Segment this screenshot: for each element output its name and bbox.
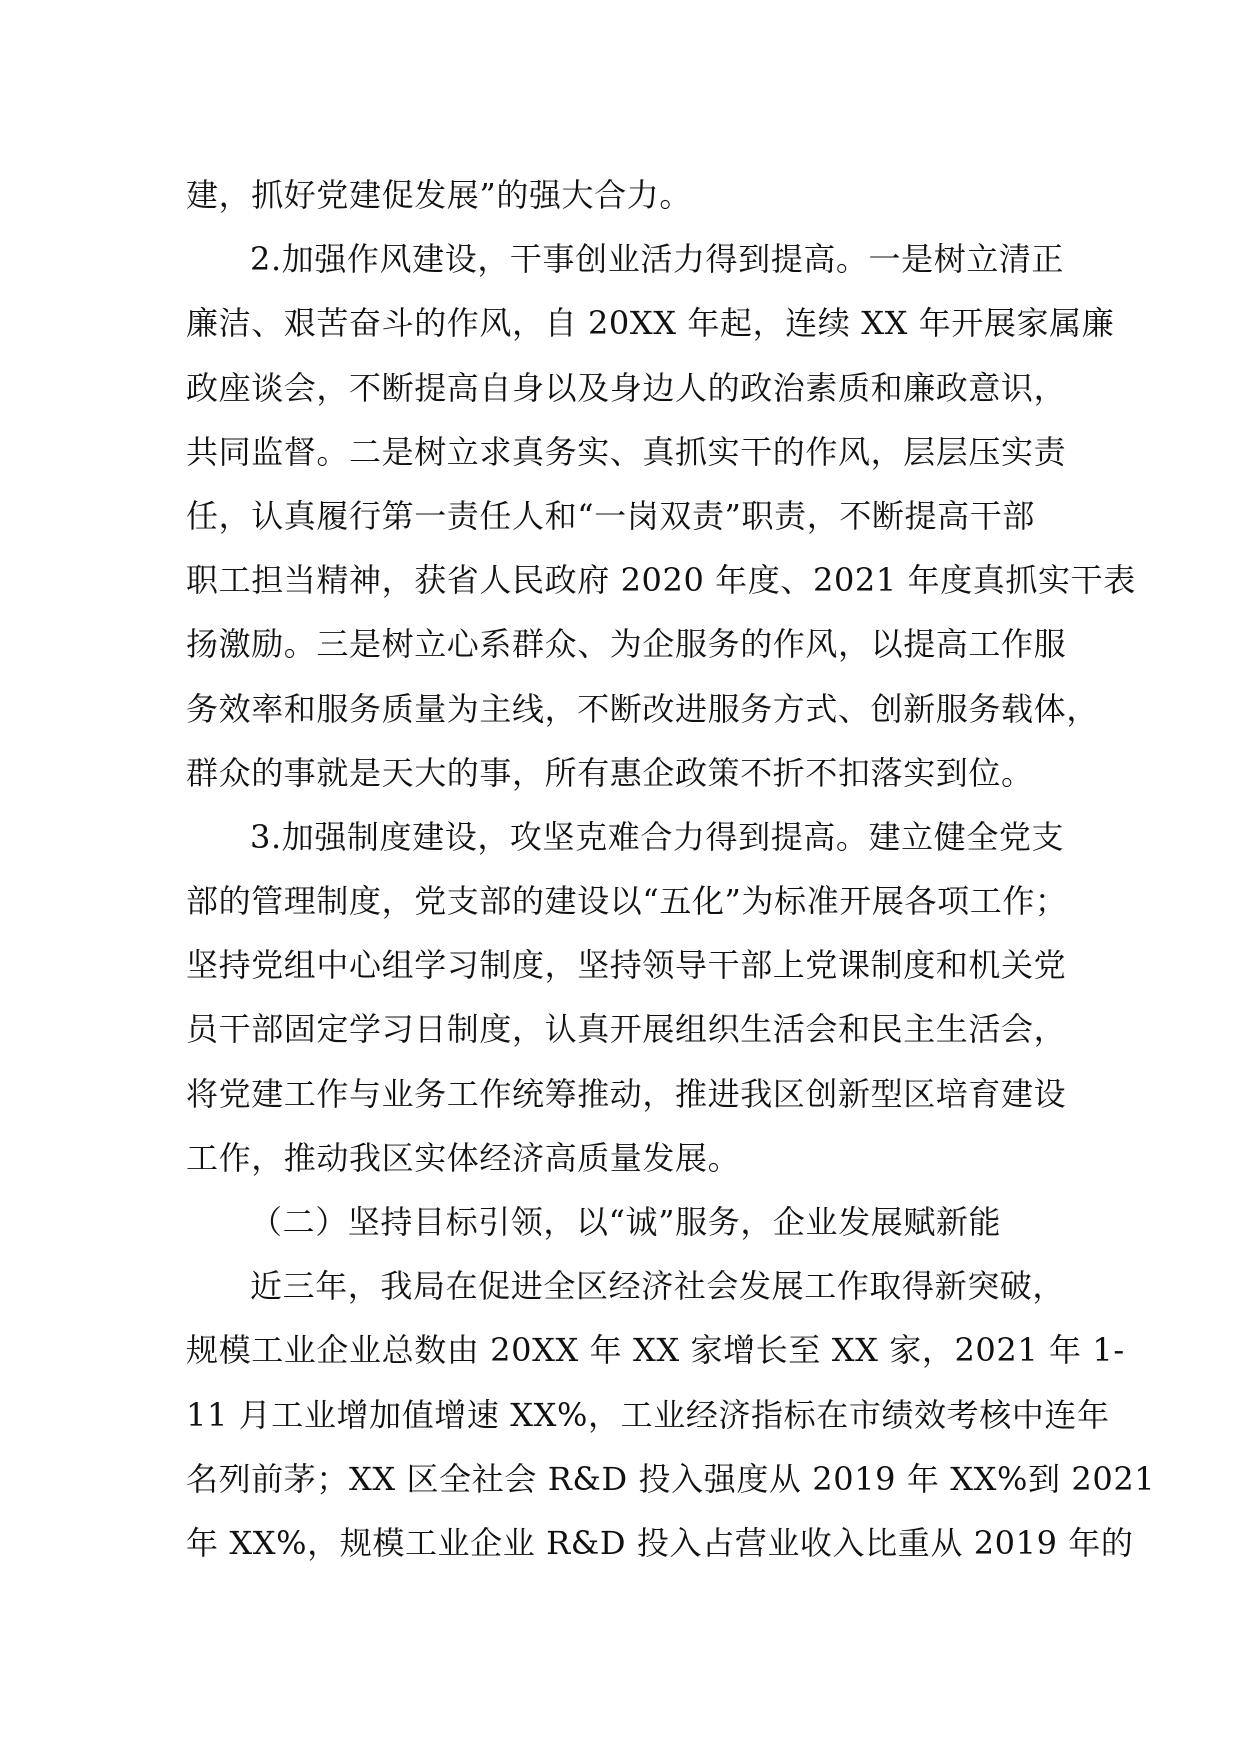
paragraph-start-line: 近三年，我局在促进全区经济社会发展工作取得新突破， bbox=[250, 1267, 1066, 1306]
text-line: 任，认真履行第一责任人和“一岗双责”职责，不断提高干部 bbox=[186, 496, 1035, 535]
document-body bbox=[186, 163, 1156, 1575]
text-line: 员干部固定学习日制度，认真开展组织生活会和民主生活会， bbox=[186, 1010, 1067, 1049]
text-line: 工作，推动我区实体经济高质量发展。 bbox=[186, 1138, 741, 1177]
text-line: 部的管理制度，党支部的建设以“五化”为标准开展各项工作； bbox=[186, 882, 1068, 921]
text-line: 廉洁、艰苦奋斗的作风，自 20XX 年起，连续 XX 年开展家属廉 bbox=[186, 304, 1115, 343]
text-line: 名列前茅；XX 区全社会 R&D 投入强度从 2019 年 XX%到 2021 bbox=[186, 1459, 1156, 1498]
paragraph-heading-line: 2.加强作风建设，干事创业活力得到提高。一是树立清正 bbox=[250, 240, 1065, 279]
text-line: 群众的事就是天大的事，所有惠企政策不折不扣落实到位。 bbox=[186, 753, 1034, 792]
text-line: 11 月工业增加值增速 XX%，工业经济指标在市绩效考核中连年 bbox=[186, 1395, 1110, 1434]
text-line: 职工担当精神，获省人民政府 2020 年度、2021 年度真抓实干表 bbox=[186, 561, 1136, 600]
text-line: 年 XX%，规模工业企业 R&D 投入占营业收入比重从 2019 年的 bbox=[186, 1523, 1134, 1562]
section-heading-line: （二）坚持目标引领，以“诚”服务，企业发展赋新能 bbox=[250, 1203, 1002, 1241]
text-line: 规模工业企业总数由 20XX 年 XX 家增长至 XX 家，2021 年 1- bbox=[186, 1331, 1125, 1370]
text-line: 共同监督。二是树立求真务实、真抓实干的作风，层层压实责 bbox=[186, 432, 1067, 471]
text-line: 务效率和服务质量为主线，不断改进服务方式、创新服务载体， bbox=[186, 689, 1099, 728]
text-line: 坚持党组中心组学习制度，坚持领导干部上党课制度和机关党 bbox=[186, 946, 1067, 985]
text-line: 将党建工作与业务工作统筹推动，推进我区创新型区培育建设 bbox=[186, 1074, 1067, 1113]
text-line: 政座谈会，不断提高自身以及身边人的政治素质和廉政意识， bbox=[186, 368, 1067, 407]
text-line: 建，抓好党建促发展”的强大合力。 bbox=[186, 176, 692, 214]
text-line: 扬激励。三是树立心系群众、为企服务的作风，以提高工作服 bbox=[186, 625, 1067, 664]
paragraph-heading-line: 3.加强制度建设，攻坚克难合力得到提高。建立健全党支 bbox=[250, 817, 1065, 856]
